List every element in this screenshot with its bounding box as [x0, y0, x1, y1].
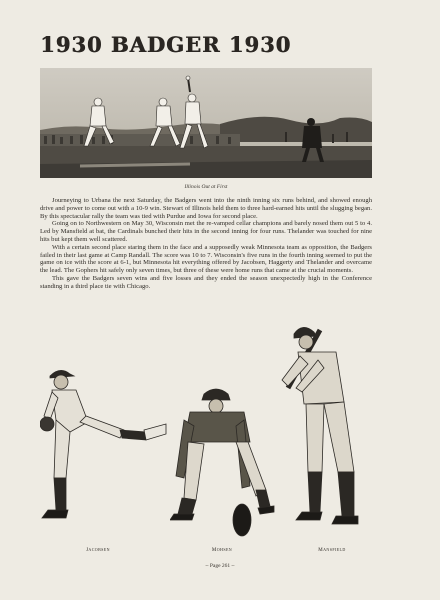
paragraph: This gave the Badgers seven wins and five losses and they ended the season unexpectedly high in the Conference standing in a third place tie with Chicago. [40, 274, 372, 290]
player-name-mansfield: Mansfield [318, 548, 346, 553]
player-photo-mansfield [278, 322, 388, 542]
player-photo-mohsen [170, 386, 280, 546]
photo-caption: Illinois Out at First [184, 184, 228, 190]
player-photo-jacobsen [40, 360, 170, 540]
game-photo-image [40, 68, 372, 178]
paragraph: With a certain second place staring them in the face and a supposedly weak Minnesota team as opposition, the Badgers failed in their last game at Camp Randall. The score was 10 to 7. Wisconsin's five runs in the fourth inning seemed to put the game on ice with the score at 6-1, but Minnesota hit everything offered by Jacobsen, Haggerty and Thelander and overcame the lead. The Gophers hit safely only seven times, but three of these were home runs that came at the crucial moments. [40, 243, 372, 275]
page-number: ~ Page 261 ~ [205, 563, 235, 569]
game-photo [40, 68, 372, 178]
article-body [40, 197, 372, 291]
page-header-title: 1930 BADGER 1930 [40, 32, 292, 57]
player-name-jacobsen: Jacobsen [86, 548, 110, 553]
player-name-mohsen: Mohsen [211, 548, 233, 553]
paragraph: Going on to Northwestern on May 30, Wisconsin met the re-vamped cellar champions and barely nosed them out 5 to 4. Led by Mansfield at bat, the Cardinals bunched their hits in the second inning for four runs. Thelander was touched for nine hits but kept them well scattered. [40, 220, 372, 243]
paragraph: Journeying to Urbana the next Saturday, the Badgers went into the ninth inning six runs behind, and showed enough drive and power to come out with a 10-9 win. Stewart of Illinois held them to three hard-earned hits until the slugging began. By this spectacular rally the team was tied with Purdue and Iowa for second place. [40, 197, 372, 220]
